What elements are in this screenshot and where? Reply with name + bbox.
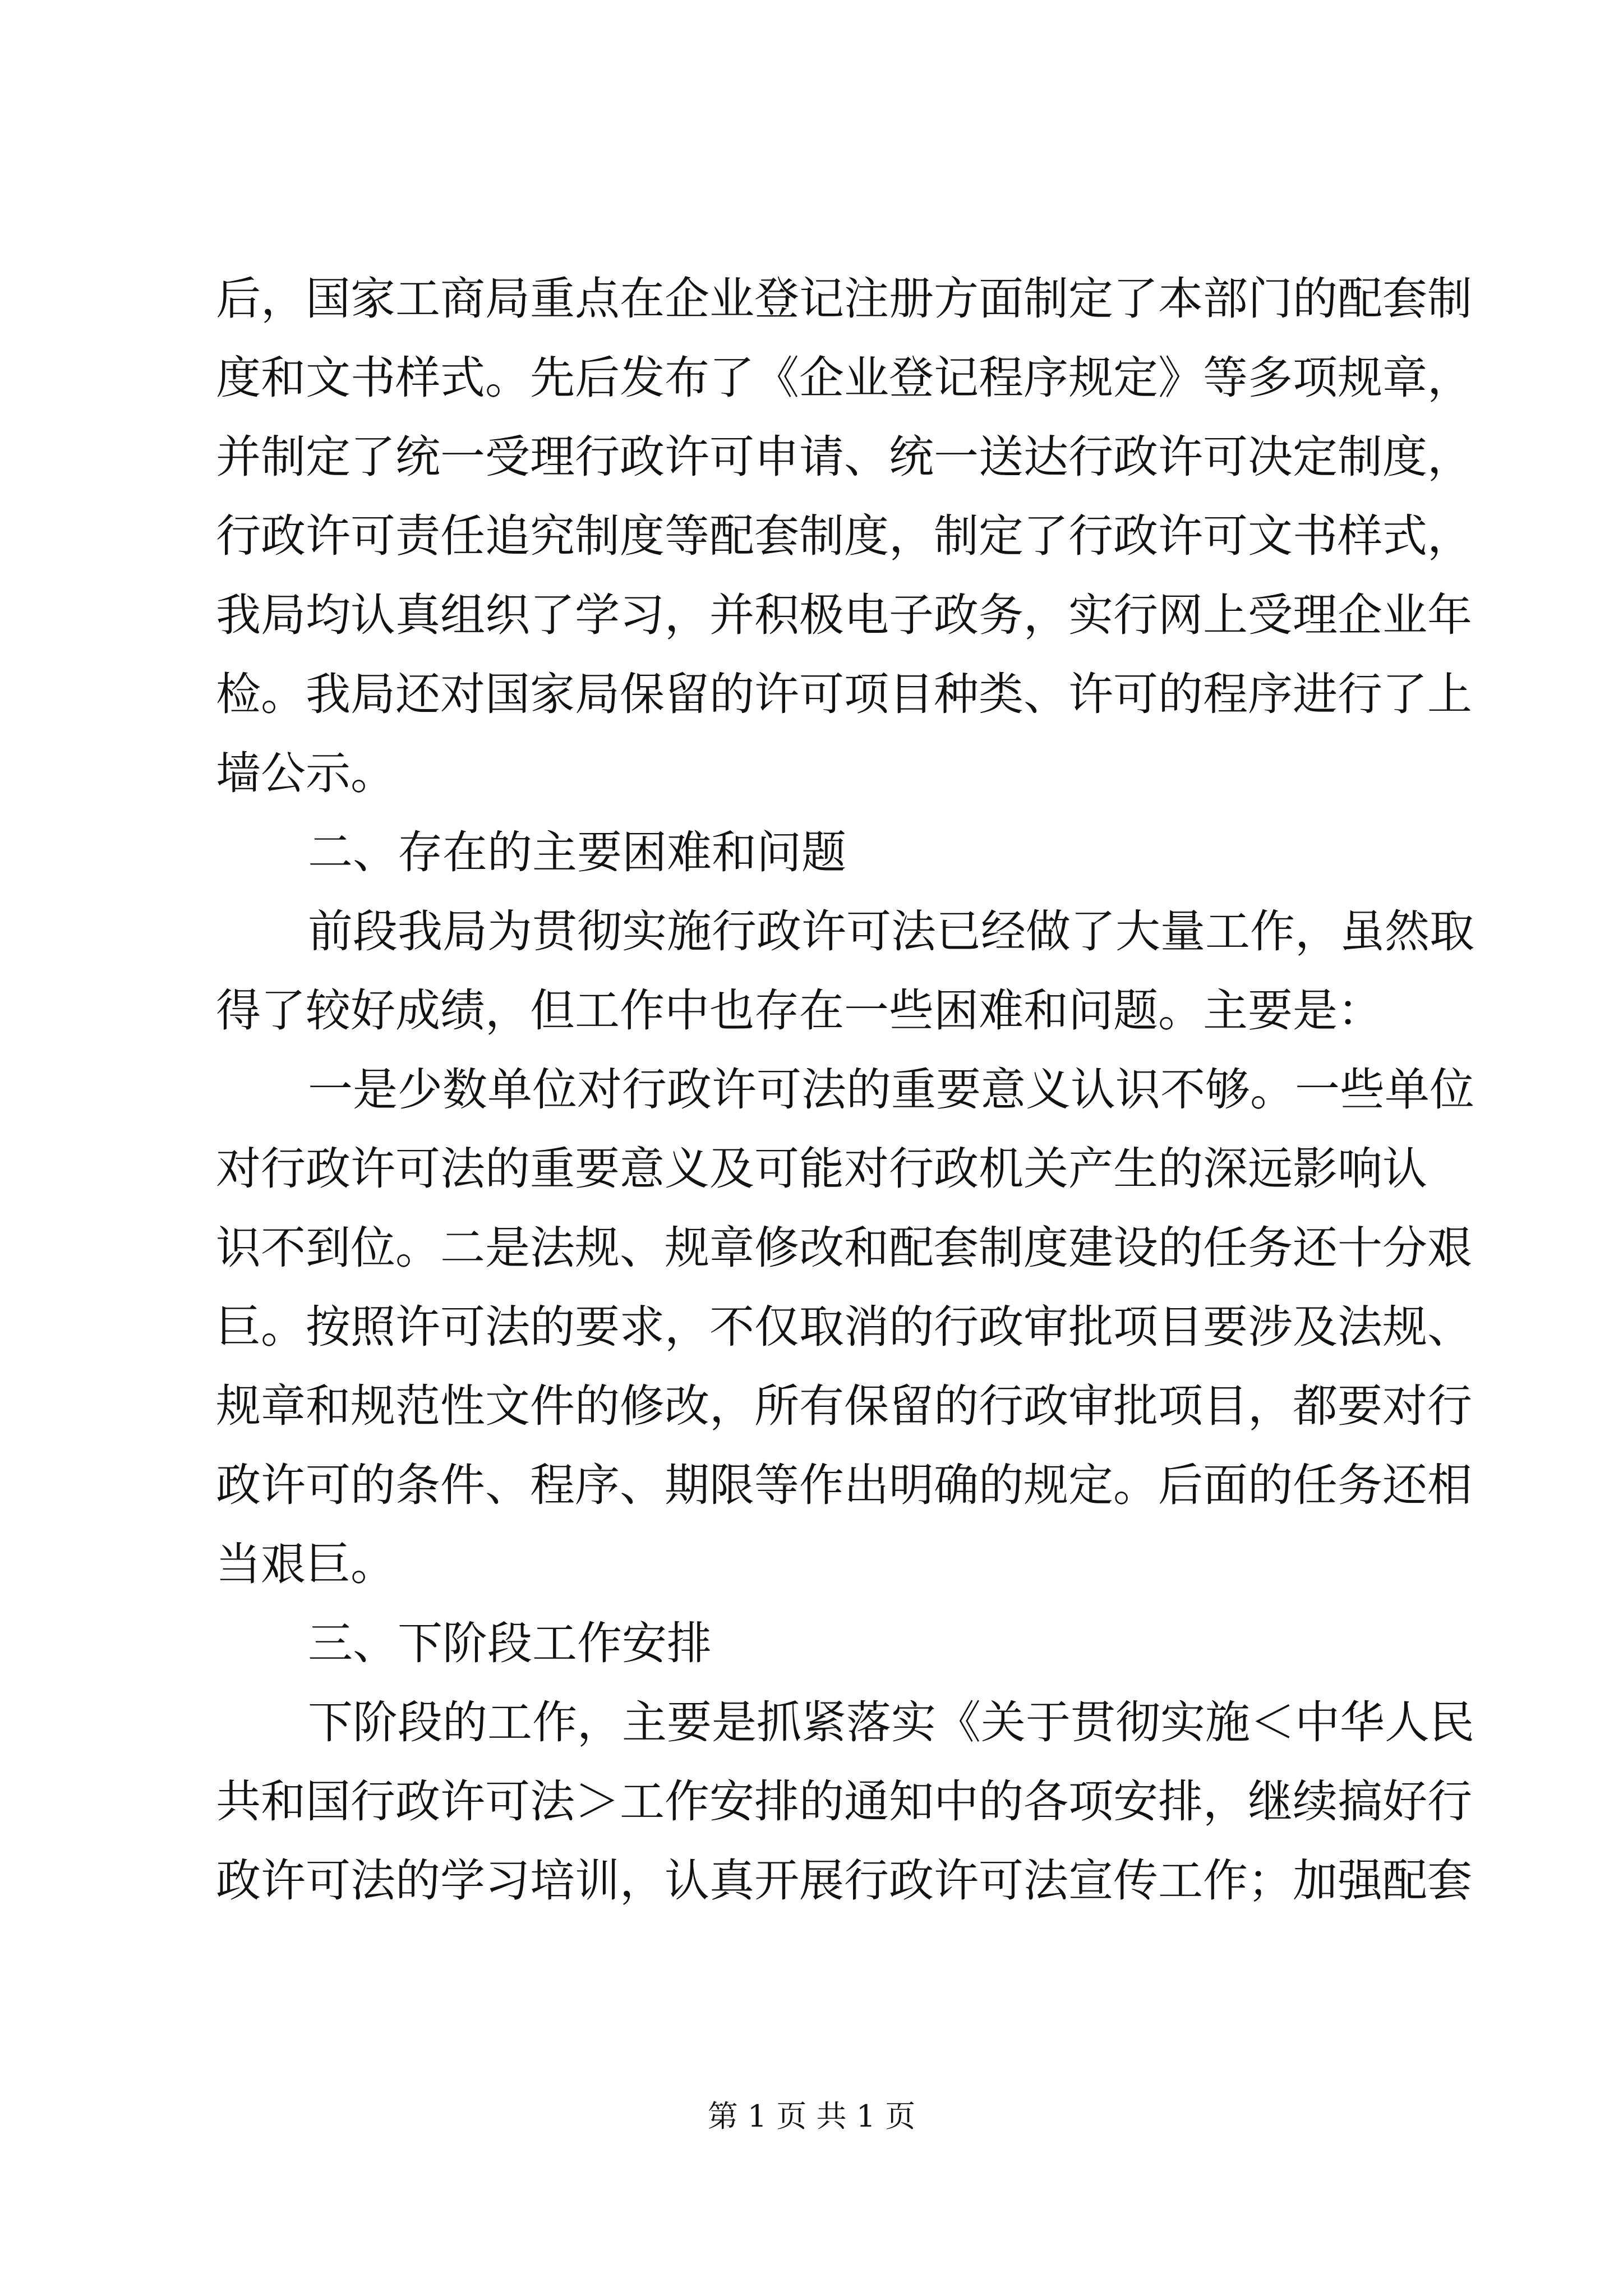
body-line: 政许可的条件、程序、期限等作出明确的规定。后面的任务还相 — [216, 1459, 1472, 1511]
body-line: 共和国行政许可法＞工作安排的通知中的各项安排，继续搞好行 — [216, 1775, 1472, 1828]
body-line: 政许可法的学习培训，认真开展行政许可法宣传工作；加强配套 — [216, 1855, 1472, 1907]
document-body — [216, 259, 1474, 1920]
body-line: 得了较好成绩，但工作中也存在一些困难和问题。主要是： — [216, 984, 1382, 1037]
body-line: 墙公示。 — [216, 747, 395, 799]
body-line: 一是少数单位对行政许可法的重要意义认识不够。一些单位 — [308, 1064, 1474, 1116]
body-line: 我局均认真组织了学习，并积极电子政务，实行网上受理企业年 — [216, 589, 1472, 641]
body-line: 规章和规范性文件的修改，所有保留的行政审批项目，都要对行 — [216, 1380, 1472, 1432]
section-heading: 三、下阶段工作安排 — [308, 1617, 712, 1669]
body-line: 当艰巨。 — [216, 1538, 395, 1590]
body-line: 度和文书样式。先后发布了《企业登记程序规定》等多项规章， — [216, 352, 1472, 404]
body-line: 并制定了统一受理行政许可申请、统一送达行政许可决定制度， — [216, 431, 1472, 483]
section-heading: 二、存在的主要困难和问题 — [308, 826, 846, 878]
body-line: 巨。按照许可法的要求，不仅取消的行政审批项目要涉及法规、 — [216, 1301, 1472, 1353]
body-line: 下阶段的工作，主要是抓紧落实《关于贯彻实施＜中华人民 — [308, 1696, 1474, 1749]
body-line: 对行政许可法的重要意义及可能对行政机关产生的深远影响认 — [216, 1143, 1427, 1195]
body-line: 识不到位。二是法规、规章修改和配套制度建设的任务还十分艰 — [216, 1222, 1472, 1274]
body-line: 后，国家工商局重点在企业登记注册方面制定了本部门的配套制 — [216, 273, 1472, 325]
body-line: 前段我局为贯彻实施行政许可法已经做了大量工作，虽然取 — [308, 905, 1474, 958]
body-line: 检。我局还对国家局保留的许可项目种类、许可的程序进行了上 — [216, 668, 1472, 720]
body-line: 行政许可责任追究制度等配套制度，制定了行政许可文书样式， — [216, 510, 1472, 562]
page-footer: 第 1 页 共 1 页 — [707, 2099, 916, 2134]
